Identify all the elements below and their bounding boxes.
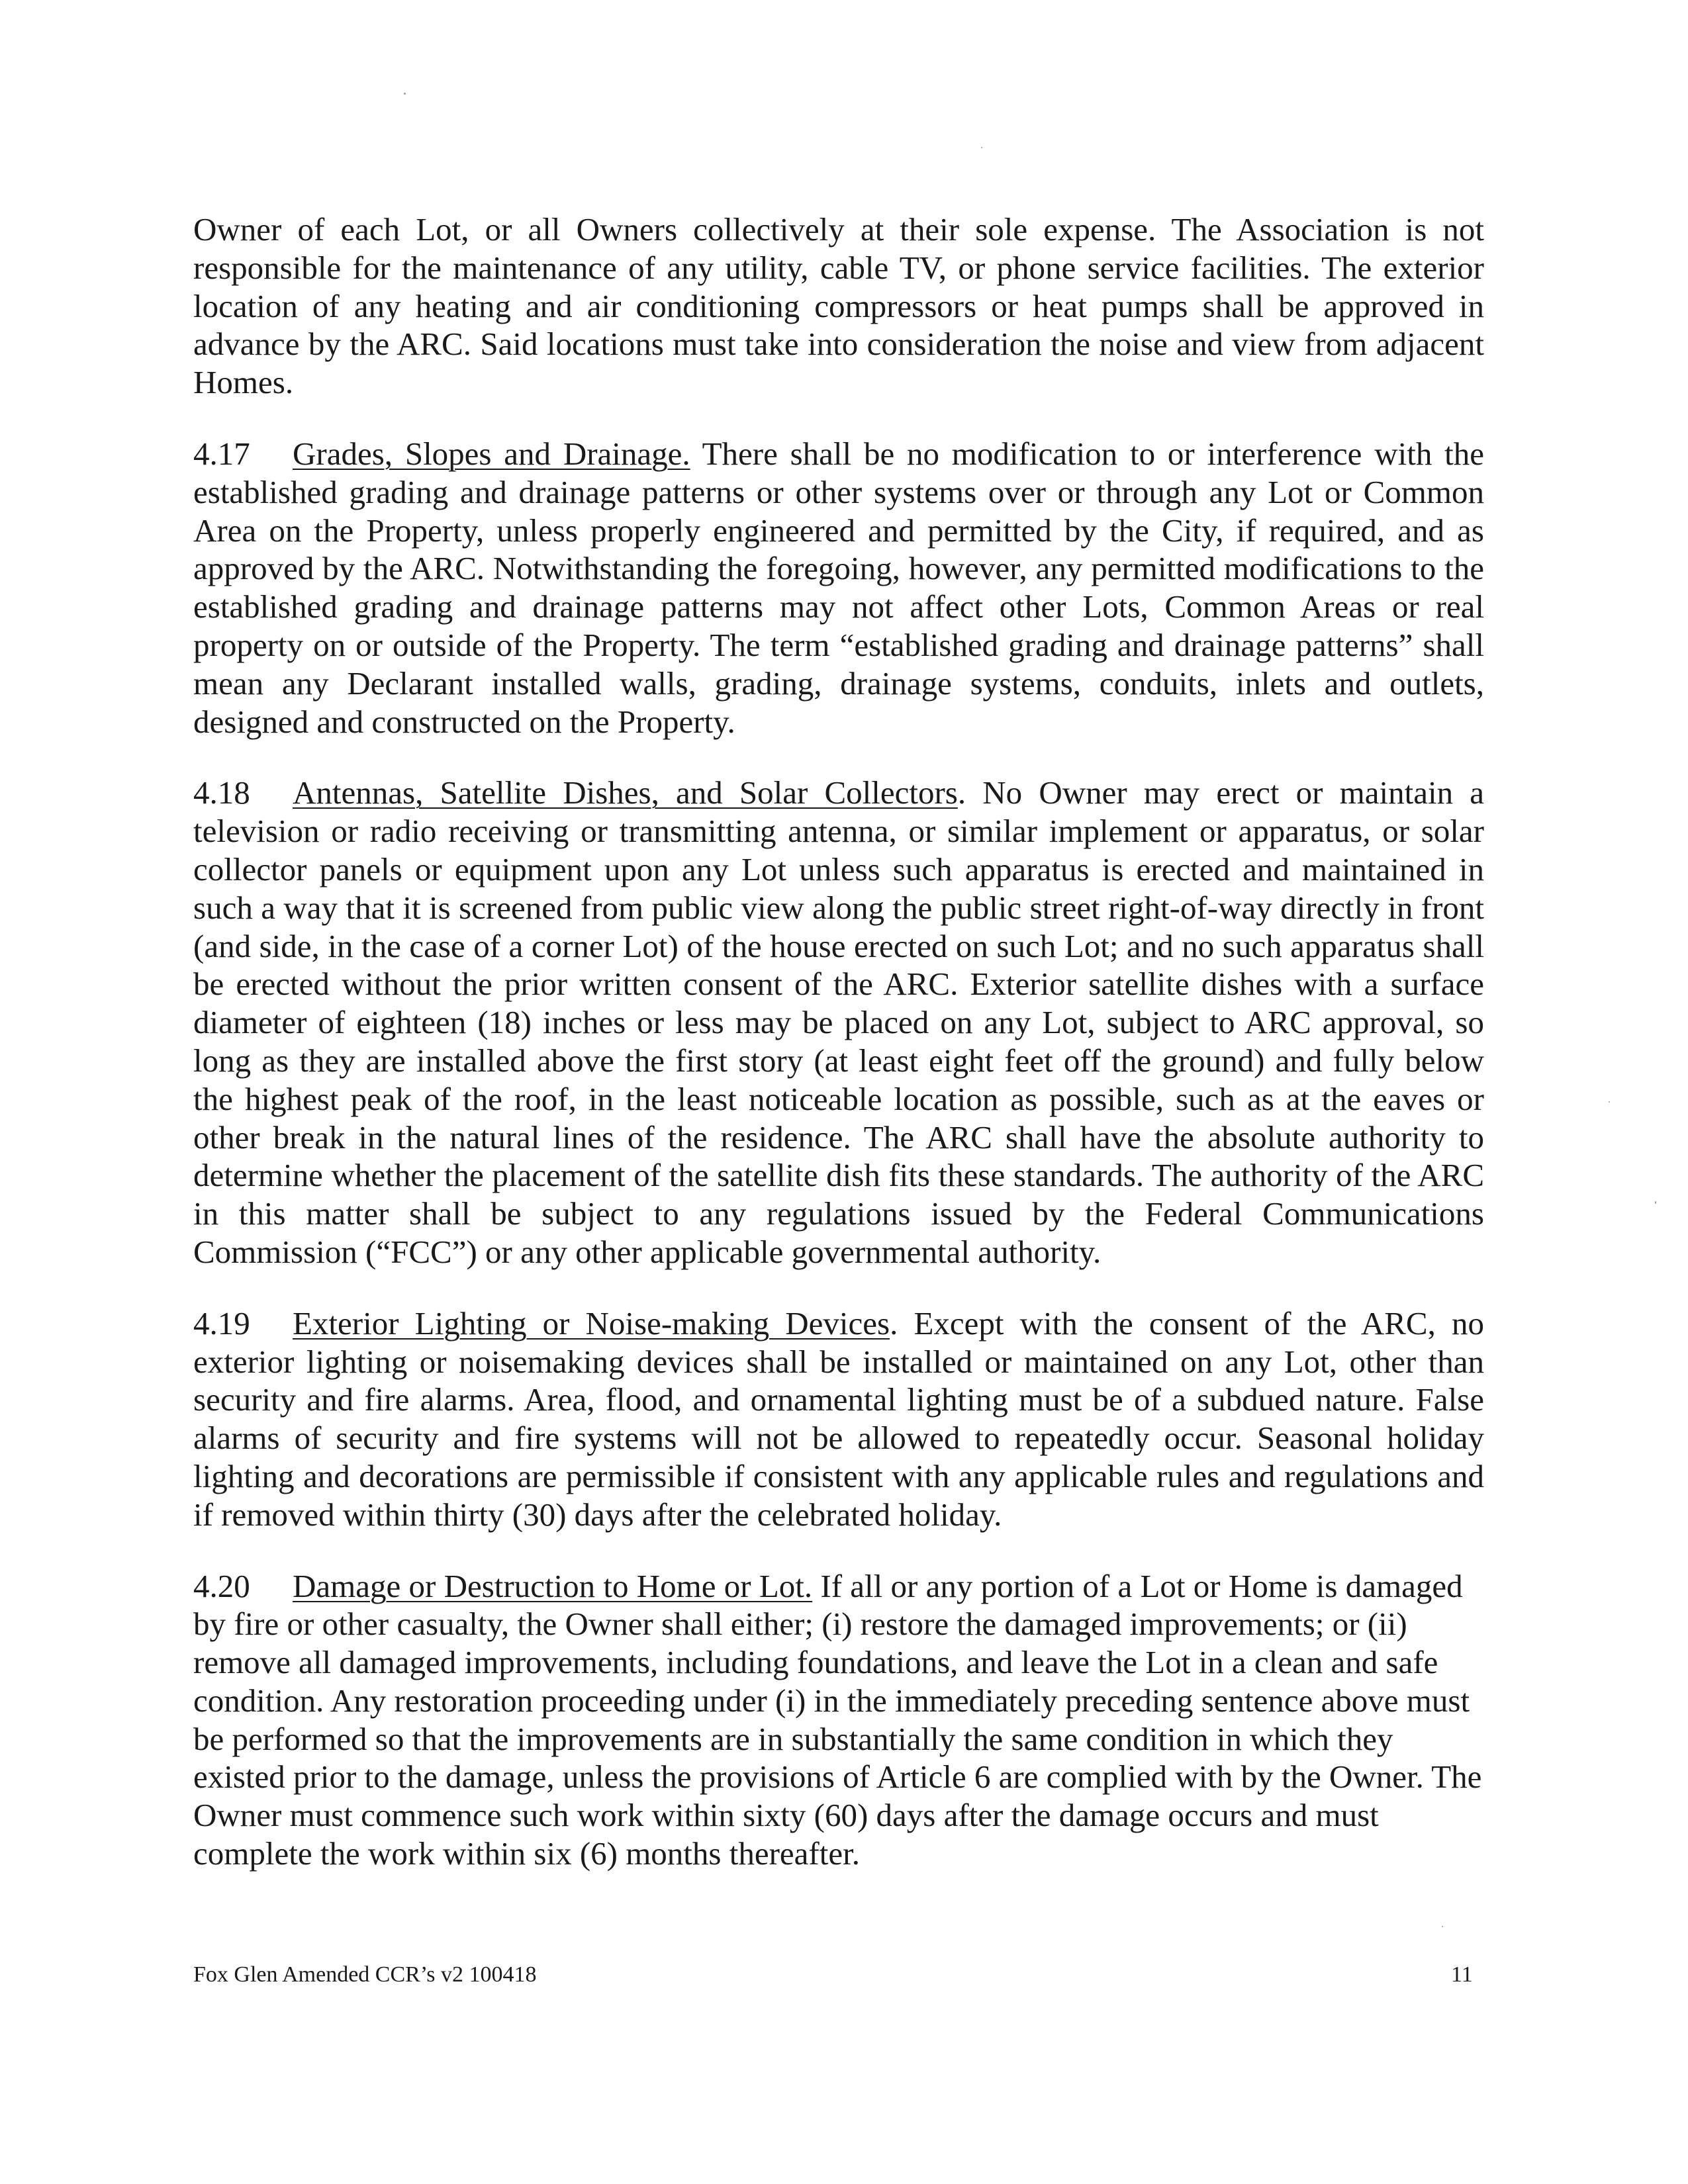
paragraph-text: Owner of each Lot, or all Owners collectively at their sole expense. The Association is not responsible for the maintenance of any utility, cable TV, or phone service facilities. The exterior location of any heating and air conditioning compressors or heat pumps shall be approved in advance by the ARC. Said locations must take into consideration the noise and view from adjacent Homes. <box>193 211 1484 401</box>
scan-speck <box>1655 1201 1656 1204</box>
scan-speck <box>404 93 406 95</box>
section-4-18 <box>193 774 1484 1271</box>
section-number: 4.17 <box>193 435 250 472</box>
section-number: 4.19 <box>193 1304 250 1342</box>
section-number: 4.20 <box>193 1567 250 1604</box>
scan-speck <box>1442 1926 1443 1927</box>
section-title: Grades, Slopes and Drainage. <box>293 435 690 472</box>
section-4-17 <box>193 435 1484 741</box>
footer-page-number: 11 <box>1451 1962 1473 1987</box>
section-4-20 <box>193 1567 1484 1873</box>
document-body <box>193 210 1484 1906</box>
scan-speck <box>981 147 982 148</box>
section-text: There shall be no modification to or interference with the established grading and drainage patterns or other systems over or through any Lot or Common Area on the Property, unless properly engineered and permitted by the City, if required, and as approved by the ARC. Notwithstanding the foregoing, however, any permitted modifications to the established grading and drainage patterns may not affect other Lots, Common Areas or real property on or outside of the Property. The term “established grading and drainage patterns” shall mean any Declarant installed walls, grading, drainage systems, conduits, inlets and outlets, designed and constructed on the Property. <box>193 435 1484 740</box>
scan-speck <box>1609 1101 1610 1103</box>
section-4-19 <box>193 1304 1484 1534</box>
footer-document-id: Fox Glen Amended CCR’s v2 100418 <box>193 1962 537 1987</box>
section-text: . Except with the consent of the ARC, no exterior lighting or noisemaking devices shall be installed or maintained on any Lot, other than security and fire alarms. Area, flood, and ornamental lighting must be of a subdued nature. False alarms of security and fire systems will not be allowed to repeatedly occur. Seasonal holiday lighting and decorations are permissible if consistent with any applicable rules and regulations and if removed within thirty (30) days after the celebrated holiday. <box>193 1304 1484 1533</box>
section-number: 4.18 <box>193 774 250 811</box>
section-title: Antennas, Satellite Dishes, and Solar Collectors <box>293 774 958 811</box>
section-text: . No Owner may erect or maintain a television or radio receiving or transmitting antenna, or similar implement or apparatus, or solar collector panels or equipment upon any Lot unless such apparatus is erected and maintained in such a way that it is screened from public view along the public street right-of-way directly in front (and side, in the case of a corner Lot) of the house erected on such Lot; and no such apparatus shall be erected without the prior written consent of the ARC. Exterior satellite dishes with a surface diameter of eighteen (18) inches or less may be placed on any Lot, subject to ARC approval, so long as they are installed above the first story (at least eight feet off the ground) and fully below the highest peak of the roof, in the least noticeable location as possible, such as at the eaves or other break in the natural lines of the residence. The ARC shall have the absolute authority to determine whether the placement of the satellite dish fits these standards. The authority of the ARC in this matter shall be subject to any regulations issued by the Federal Communications Commission (“FCC”) or any other applicable governmental authority. <box>193 774 1484 1270</box>
paragraph-continuation <box>193 210 1484 402</box>
section-title: Exterior Lighting or Noise-making Devices <box>293 1304 890 1342</box>
section-title: Damage or Destruction to Home or Lot. <box>293 1567 813 1604</box>
section-text: If all or any portion of a Lot or Home is damaged by fire or other casualty, the Owner shall either; (i) restore the damaged improvements; or (ii) remove all damaged improvements, including foundations, and leave the Lot in a clean and safe condition. Any restoration proceeding under (i) in the immediately preceding sentence above must be performed so that the improvements are in substantially the same condition in which they existed prior to the damage, unless the provisions of Article 6 are complied with by the Owner. The Owner must commence such work within sixty (60) days after the damage occurs and must complete the work within six (6) months thereafter. <box>193 1567 1482 1872</box>
